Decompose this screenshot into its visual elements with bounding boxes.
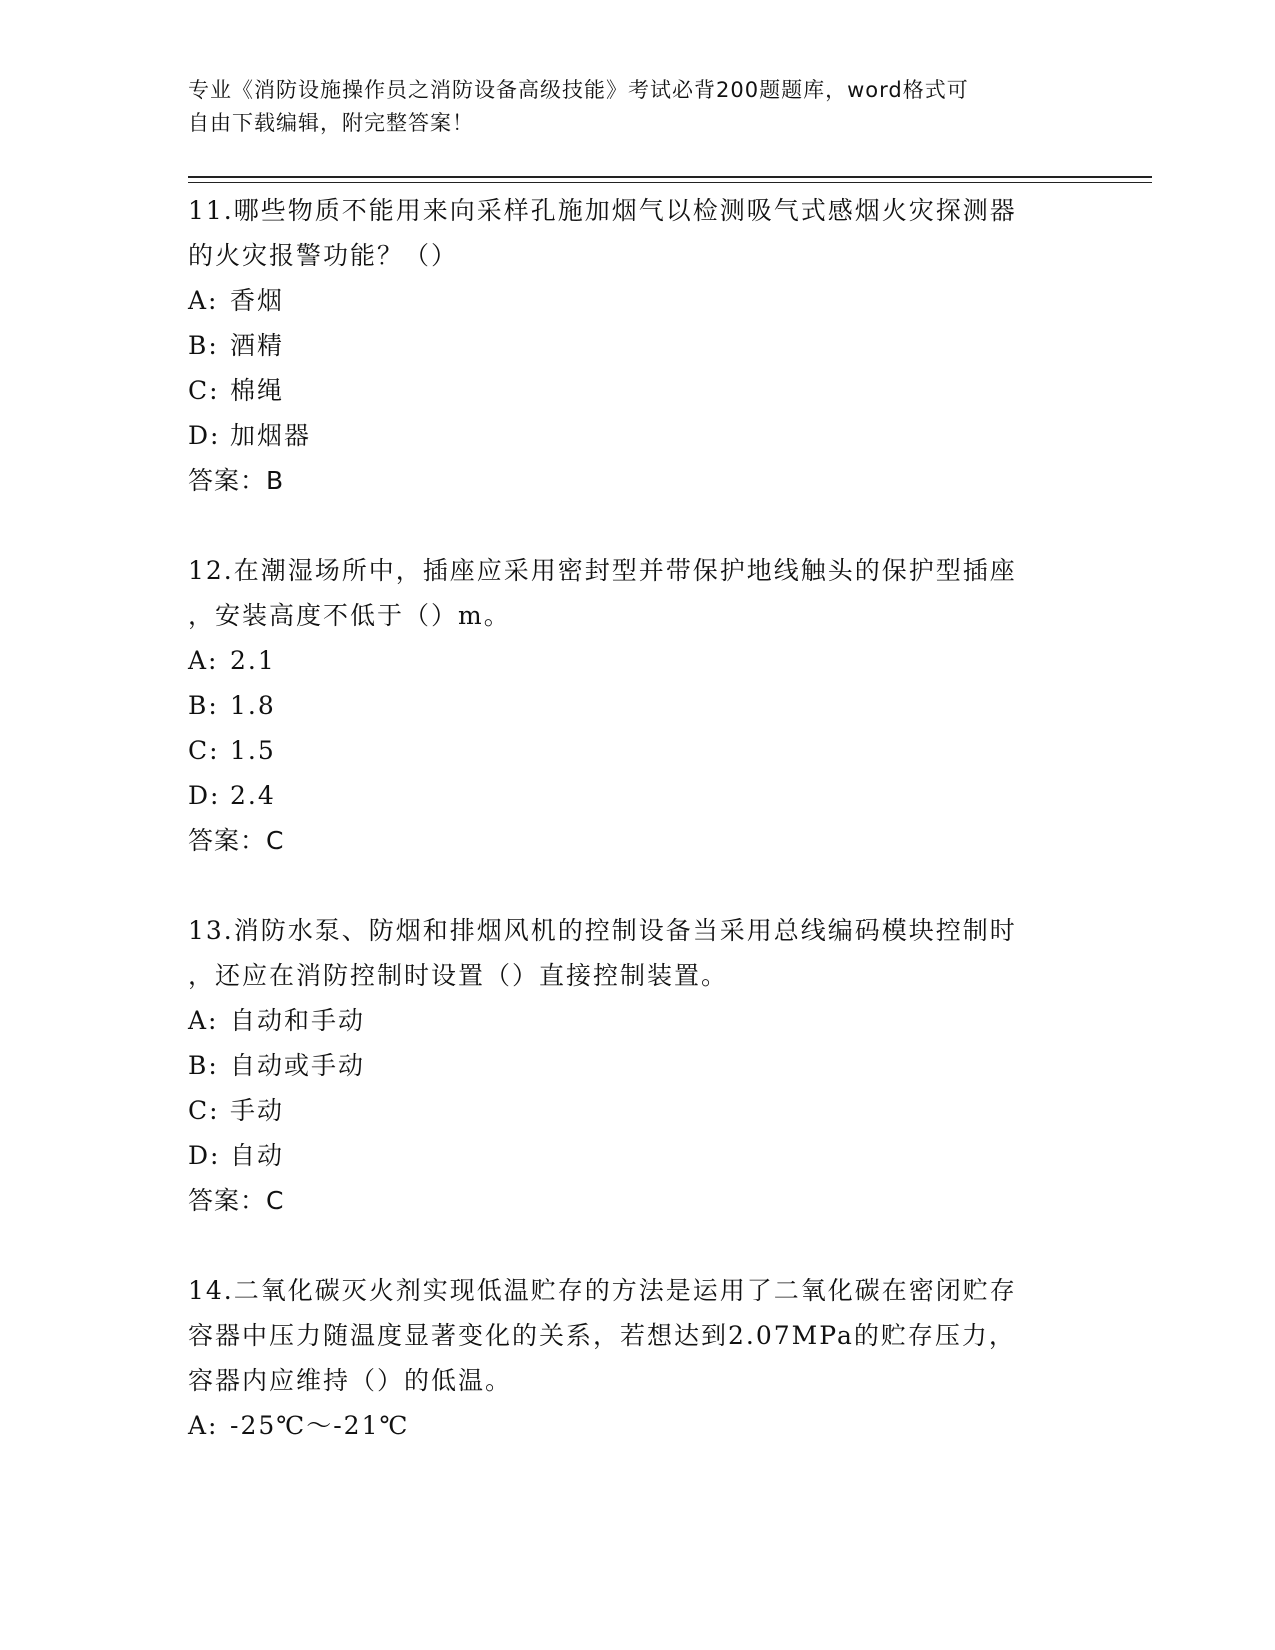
header-divider-thick [188,176,1152,178]
option-b [188,1043,1068,1088]
option-c [188,368,1068,413]
option-text: -25℃～-21℃ [230,1411,410,1440]
question-stem-line: 14.二氧化碳灭火剂实现低温贮存的方法是运用了二氧化碳在密闭贮存 [188,1276,1017,1305]
option-text: 自动或手动 [230,1051,366,1080]
question-14 [188,1268,1068,1448]
option-letter: D: [188,781,221,810]
option-letter: B: [188,331,219,360]
option-text: 2.4 [230,781,276,810]
option-letter: D: [188,421,221,450]
header-divider-thin [188,182,1152,183]
option-b [188,683,1068,728]
header-line-1: 专业《消防设施操作员之消防设备高级技能》考试必背200题题库，word格式可 [188,78,969,102]
option-text: 加烟器 [230,421,312,450]
option-text: 2.1 [230,646,276,675]
answer-line: 答案：B [188,466,285,495]
option-a [188,638,1068,683]
option-d [188,773,1068,818]
option-text: 酒精 [230,331,285,360]
option-letter: C: [188,1096,220,1125]
option-letter: C: [188,736,220,765]
option-text: 手动 [230,1096,285,1125]
question-13 [188,908,1068,1223]
option-letter: B: [188,1051,219,1080]
option-letter: D: [188,1141,221,1170]
answer-line: 答案：C [188,826,285,855]
option-text: 棉绳 [230,376,285,405]
option-letter: A: [188,1006,219,1035]
question-11 [188,188,1068,503]
option-a [188,1403,1068,1448]
question-stem-line: 容器内应维持（）的低温。 [188,1366,513,1395]
option-text: 自动 [230,1141,285,1170]
option-a [188,998,1068,1043]
question-stem-line: ，安装高度不低于（）m。 [188,601,511,630]
option-letter: B: [188,691,219,720]
option-letter: A: [188,1411,219,1440]
option-letter: C: [188,376,220,405]
document-header [188,74,1068,140]
question-12 [188,548,1068,863]
answer-line: 答案：C [188,1186,285,1215]
option-d [188,1133,1068,1178]
option-text: 自动和手动 [230,1006,366,1035]
option-letter: A: [188,286,219,315]
question-stem-line: 的火灾报警功能？（） [188,241,459,270]
option-a [188,278,1068,323]
option-d [188,413,1068,458]
option-text: 1.8 [230,691,276,720]
question-stem-line: 容器中压力随温度显著变化的关系，若想达到2.07MPa的贮存压力， [188,1321,1016,1350]
question-stem-line: 13.消防水泵、防烟和排烟风机的控制设备当采用总线编码模块控制时 [188,916,1017,945]
option-text: 1.5 [230,736,276,765]
question-stem-line: ，还应在消防控制时设置（）直接控制装置。 [188,961,729,990]
question-stem-line: 12.在潮湿场所中，插座应采用密封型并带保护地线触头的保护型插座 [188,556,1017,585]
header-line-2: 自由下载编辑，附完整答案！ [188,111,474,135]
option-c [188,1088,1068,1133]
option-c [188,728,1068,773]
option-text: 香烟 [230,286,285,315]
question-stem-line: 11.哪些物质不能用来向采样孔施加烟气以检测吸气式感烟火灾探测器 [188,196,1017,225]
option-b [188,323,1068,368]
option-letter: A: [188,646,219,675]
